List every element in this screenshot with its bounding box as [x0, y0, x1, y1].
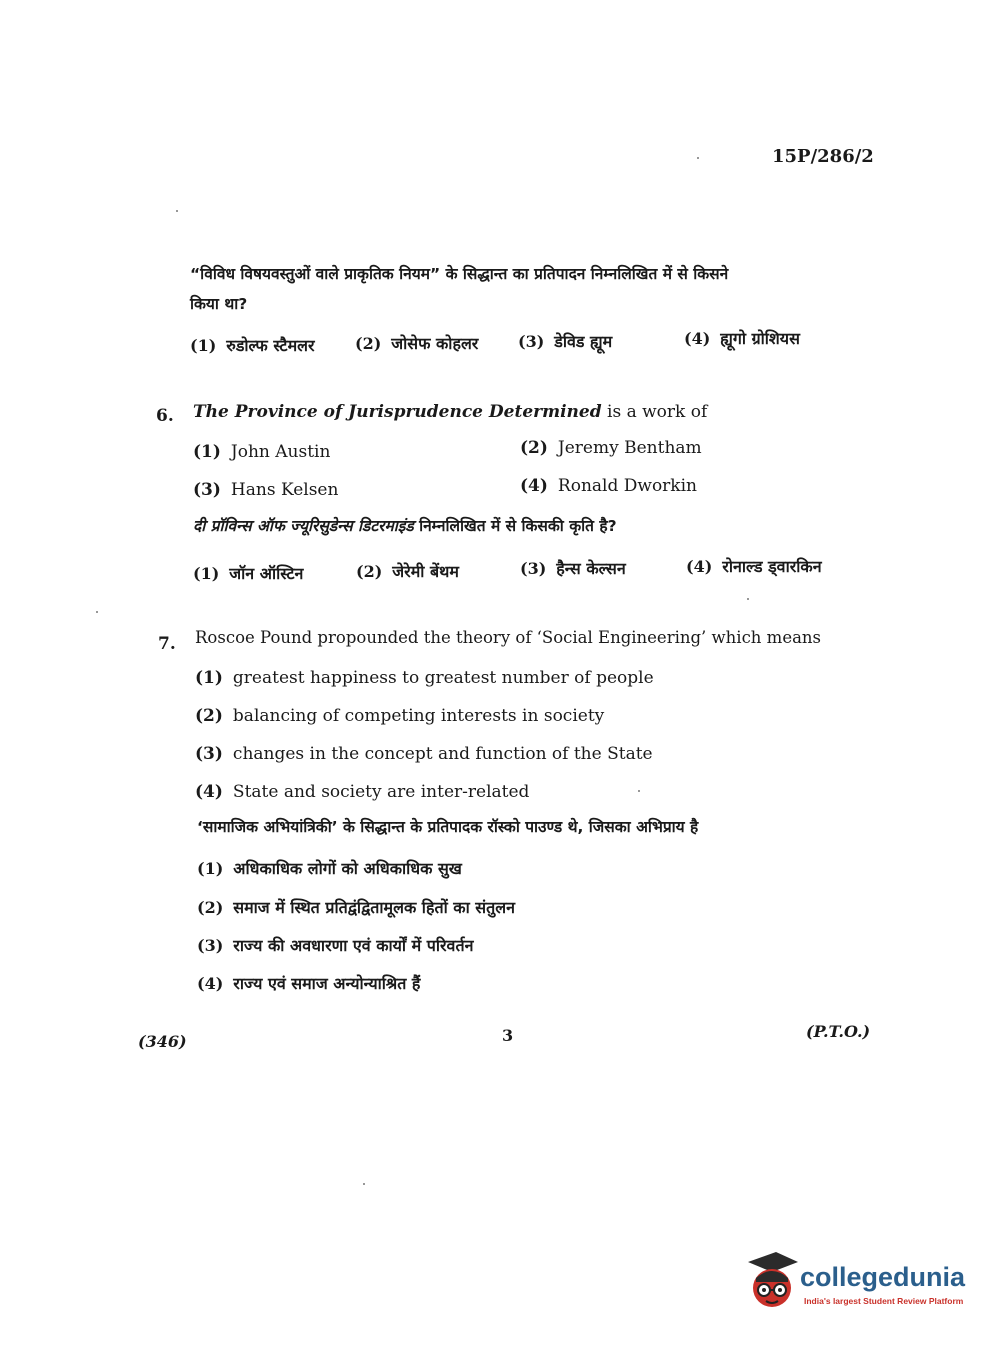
q6-hindi-option-2	[356, 560, 459, 582]
option-number: (4)	[197, 974, 224, 993]
option-number: (1)	[193, 564, 220, 583]
paper-code: 15P/286/2	[772, 146, 874, 167]
q7-hindi-option-4	[197, 972, 420, 994]
q6-option-3	[193, 480, 338, 500]
q7-option-1	[195, 668, 654, 688]
q7-hindi-question: ‘सामाजिक अभियांत्रिकी’ के सिद्धान्त के प्रतिपादक रॉस्को पाउण्ड थे, जिसका अभिप्राय है	[197, 818, 699, 836]
q7-option-3	[195, 744, 653, 764]
option-text: जॉन ऑस्टिन	[229, 564, 304, 583]
option-number: (3)	[518, 332, 545, 351]
q7-question: Roscoe Pound propounded the theory of ‘Social Engineering’ which means	[195, 628, 822, 647]
q6-hindi-book-title: दी प्रॉविन्स ऑफ ज्यूरिसुडेन्स डिटरमाइंड	[193, 517, 414, 535]
page-number: 3	[502, 1026, 514, 1045]
option-text: balancing of competing interests in society	[232, 706, 605, 726]
option-number: (3)	[520, 559, 547, 578]
option-text: अधिकाधिक लोगों को अधिकाधिक सुख	[233, 859, 462, 878]
q6-hindi-option-3	[520, 557, 626, 579]
brand-name: collegedunia	[800, 1262, 966, 1292]
collegedunia-logo	[742, 1248, 972, 1318]
option-text: जेरेमी बेंथम	[392, 562, 459, 581]
option-text: ह्यूगो ग्रोशियस	[720, 329, 800, 348]
q6-option-1	[193, 442, 330, 462]
option-number: (2)	[520, 438, 548, 458]
option-text: डेविड ह्यूम	[554, 332, 613, 351]
q6-hindi-option-1	[193, 562, 303, 584]
q7-hindi-option-1	[197, 857, 462, 879]
footer-code: (346)	[138, 1032, 187, 1051]
option-text: रोनाल्ड ड्वारकिन	[722, 557, 822, 576]
q5-hindi-line-2: किया था?	[190, 295, 248, 313]
q5-hindi-option-2	[355, 332, 478, 354]
option-number: (3)	[195, 744, 223, 764]
option-number: (4)	[520, 476, 548, 496]
option-number: (3)	[197, 936, 224, 955]
option-text: हैन्स केल्सन	[556, 559, 626, 578]
option-number: (2)	[355, 334, 382, 353]
pto-label: (P.T.O.)	[806, 1022, 871, 1041]
option-text: रुडोल्फ स्टैमलर	[226, 336, 315, 355]
q7-number: 7.	[158, 634, 176, 654]
scan-speck	[638, 790, 640, 792]
option-number: (2)	[356, 562, 383, 581]
brand-tagline: India's largest Student Review Platform	[804, 1296, 964, 1306]
option-number: (1)	[197, 859, 224, 878]
option-text: राज्य एवं समाज अन्योन्याश्रित हैं	[233, 974, 421, 993]
q6-number: 6.	[156, 406, 174, 426]
option-text: Jeremy Bentham	[557, 438, 702, 458]
q6-hindi-option-4	[686, 555, 822, 577]
option-text: changes in the concept and function of the State	[232, 744, 653, 764]
option-text: Ronald Dworkin	[557, 476, 697, 496]
q7-option-2	[195, 706, 604, 726]
q5-hindi-option-4	[684, 327, 800, 349]
q6-option-2	[520, 438, 702, 458]
option-number: (4)	[686, 557, 713, 576]
scan-speck	[747, 598, 749, 600]
option-text: John Austin	[230, 442, 331, 462]
q7-hindi-option-2	[197, 896, 515, 918]
q6-hindi-question	[193, 514, 617, 536]
option-number: (4)	[684, 329, 711, 348]
q6-question	[193, 402, 707, 422]
option-number: (1)	[193, 442, 221, 462]
option-number: (1)	[190, 336, 217, 355]
option-text: Hans Kelsen	[230, 480, 339, 500]
q6-book-title: The Province of Jurisprudence Determined	[193, 402, 602, 422]
option-number: (1)	[195, 668, 223, 688]
q5-hindi-line-1: “विविध विषयवस्तुओं वाले प्राकृतिक नियम” के सिद्धान्त का प्रतिपादन निम्नलिखित में से किसने	[190, 265, 729, 283]
q5-hindi-option-1	[190, 334, 315, 356]
option-text: जोसेफ कोहलर	[391, 334, 479, 353]
q5-hindi-option-3	[518, 330, 612, 352]
scan-speck	[697, 157, 699, 159]
option-text: State and society are inter-related	[232, 782, 530, 802]
option-number: (3)	[193, 480, 221, 500]
scan-speck	[363, 1183, 365, 1185]
option-number: (2)	[195, 706, 223, 726]
option-text: राज्य की अवधारणा एवं कार्यों में परिवर्तन	[233, 936, 474, 955]
option-text: समाज में स्थित प्रतिद्वंद्वितामूलक हितों का संतुलन	[233, 898, 515, 917]
q6-question-rest: is a work of	[601, 402, 708, 422]
mascot-icon	[742, 1248, 802, 1312]
scan-speck	[96, 611, 98, 613]
scan-speck	[176, 210, 178, 212]
q7-hindi-option-3	[197, 934, 473, 956]
q6-option-4	[520, 476, 697, 496]
option-number: (4)	[195, 782, 223, 802]
q6-hindi-question-rest: निम्नलिखित में से किसकी कृति है?	[413, 517, 617, 535]
option-text: greatest happiness to greatest number of people	[232, 668, 654, 688]
q7-option-4	[195, 782, 529, 802]
option-number: (2)	[197, 898, 224, 917]
